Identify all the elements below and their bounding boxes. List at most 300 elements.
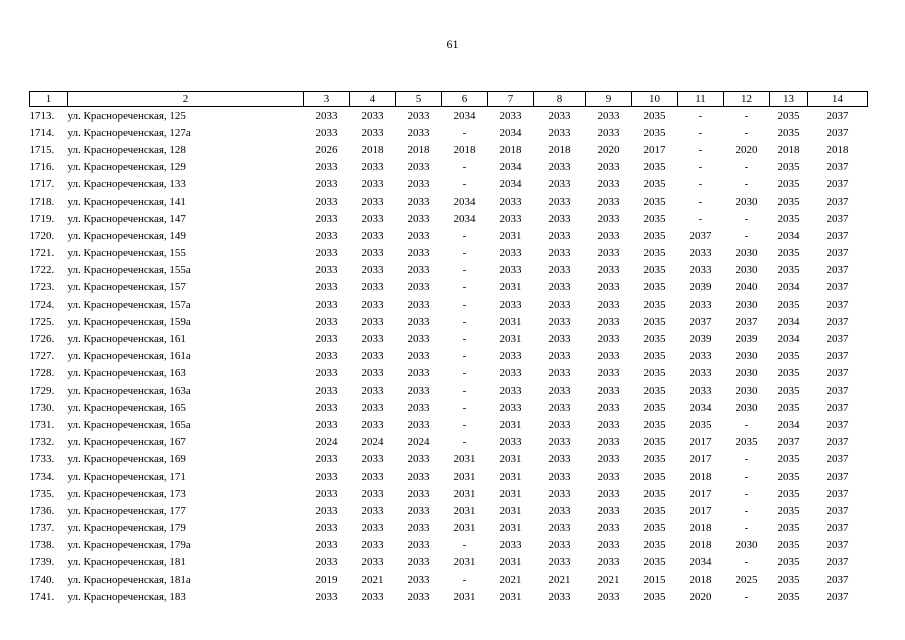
year-cell: 2035 [777, 195, 800, 208]
year-cell: 2018 [689, 522, 712, 535]
year-cell: 2017 [643, 143, 666, 156]
year-cell: 2033 [361, 367, 384, 380]
year-cell: 2018 [826, 143, 849, 156]
year-cell: 2020 [597, 143, 620, 156]
year-cell: 2033 [689, 367, 712, 380]
year-cell: 2035 [777, 453, 800, 466]
year-cell: 2033 [548, 350, 571, 363]
year-cell: 2033 [361, 247, 384, 260]
year-cell: 2037 [826, 436, 849, 449]
year-cell: 2037 [826, 229, 849, 242]
year-cell: 2037 [826, 281, 849, 294]
year-cell: 2033 [548, 522, 571, 535]
year-cell: 2033 [407, 384, 430, 397]
year-cell: 2033 [597, 418, 620, 431]
year-cell: 2017 [689, 504, 712, 517]
year-cell: 2033 [499, 298, 522, 311]
year-cell: 2033 [499, 539, 522, 552]
year-cell: 2033 [361, 453, 384, 466]
address-cell: ул. Краснореченская, 157 [67, 281, 186, 294]
year-cell: 2030 [735, 367, 758, 380]
table-row [30, 193, 868, 210]
year-cell: 2033 [597, 556, 620, 569]
year-cell: - [744, 453, 749, 466]
year-cell: 2021 [361, 573, 384, 586]
year-cell: 2033 [597, 470, 620, 483]
year-cell: 2030 [735, 539, 758, 552]
year-cell: 2034 [453, 195, 476, 208]
year-cell: 2035 [643, 229, 666, 242]
year-cell: 2035 [643, 350, 666, 363]
table-row [30, 434, 868, 451]
year-cell: 2035 [777, 350, 800, 363]
table-row [30, 416, 868, 433]
year-cell: 2025 [735, 573, 758, 586]
year-cell: 2033 [361, 333, 384, 346]
year-cell: 2018 [548, 143, 571, 156]
year-cell: - [462, 298, 467, 311]
year-cell: 2035 [643, 315, 666, 328]
year-cell: 2026 [315, 143, 338, 156]
year-cell: 2033 [315, 247, 338, 260]
row-number-cell: 1723. [29, 281, 55, 294]
address-cell: ул. Краснореченская, 163 [67, 367, 186, 380]
year-cell: 2031 [453, 453, 476, 466]
table-row [30, 554, 868, 571]
row-number-cell: 1714. [29, 126, 55, 139]
year-cell: 2033 [315, 504, 338, 517]
table-row [30, 262, 868, 279]
year-cell: 2033 [597, 315, 620, 328]
table-row [30, 365, 868, 382]
year-cell: 2031 [453, 522, 476, 535]
address-cell: ул. Краснореченская, 161а [67, 350, 191, 363]
year-cell: - [744, 178, 749, 191]
year-cell: 2031 [499, 487, 522, 500]
year-cell: 2033 [361, 281, 384, 294]
year-cell: 2039 [735, 333, 758, 346]
column-header: 5 [396, 92, 442, 107]
year-cell: 2033 [597, 298, 620, 311]
year-cell: 2019 [315, 573, 338, 586]
year-cell: - [462, 539, 467, 552]
row-number-cell: 1736. [29, 504, 55, 517]
year-cell: 2035 [643, 401, 666, 414]
row-number-cell: 1735. [29, 487, 55, 500]
year-cell: 2030 [735, 247, 758, 260]
year-cell: 2033 [361, 556, 384, 569]
year-cell: 2031 [499, 470, 522, 483]
year-cell: 2033 [597, 453, 620, 466]
year-cell: 2033 [548, 504, 571, 517]
year-cell: 2037 [826, 264, 849, 277]
year-cell: 2031 [499, 590, 522, 603]
year-cell: 2021 [597, 573, 620, 586]
year-cell: - [462, 281, 467, 294]
year-cell: 2033 [548, 212, 571, 225]
year-cell: 2033 [407, 504, 430, 517]
year-cell: 2033 [407, 333, 430, 346]
year-cell: 2033 [315, 229, 338, 242]
year-cell: 2034 [777, 229, 800, 242]
year-cell: - [462, 247, 467, 260]
year-cell: 2033 [597, 504, 620, 517]
year-cell: 2017 [689, 436, 712, 449]
year-cell: 2034 [777, 418, 800, 431]
row-number-cell: 1725. [29, 315, 55, 328]
year-cell: 2035 [643, 126, 666, 139]
year-cell: 2035 [777, 590, 800, 603]
year-cell: 2034 [453, 212, 476, 225]
year-cell: 2024 [315, 436, 338, 449]
year-cell: 2033 [597, 333, 620, 346]
year-cell: 2018 [407, 143, 430, 156]
year-cell: - [744, 212, 749, 225]
year-cell: 2035 [643, 367, 666, 380]
address-cell: ул. Краснореченская, 129 [67, 161, 186, 174]
year-cell: 2033 [361, 470, 384, 483]
column-header: 9 [586, 92, 632, 107]
year-cell: - [462, 401, 467, 414]
row-number-cell: 1740. [29, 573, 55, 586]
year-cell: - [744, 470, 749, 483]
year-cell: 2037 [826, 195, 849, 208]
year-cell: 2035 [643, 109, 666, 122]
table-row [30, 571, 868, 588]
year-cell: 2035 [643, 161, 666, 174]
year-cell: 2033 [407, 573, 430, 586]
table-row [30, 451, 868, 468]
year-cell: 2033 [689, 298, 712, 311]
year-cell: 2035 [777, 247, 800, 260]
year-cell: 2033 [499, 350, 522, 363]
year-cell: - [462, 384, 467, 397]
year-cell: 2033 [597, 401, 620, 414]
year-cell: 2033 [407, 315, 430, 328]
year-cell: 2033 [597, 367, 620, 380]
year-cell: 2035 [643, 418, 666, 431]
year-cell: 2020 [735, 143, 758, 156]
table-row [30, 520, 868, 537]
year-cell: 2033 [407, 590, 430, 603]
column-header: 14 [808, 92, 868, 107]
year-cell: 2031 [499, 504, 522, 517]
year-cell: 2033 [597, 212, 620, 225]
year-cell: 2033 [548, 298, 571, 311]
year-cell: 2033 [597, 436, 620, 449]
row-number-cell: 1717. [29, 178, 55, 191]
year-cell: 2033 [407, 453, 430, 466]
year-cell: 2037 [826, 298, 849, 311]
year-cell: 2037 [826, 126, 849, 139]
year-cell: 2033 [361, 126, 384, 139]
table-row [30, 107, 868, 125]
year-cell: 2033 [315, 264, 338, 277]
year-cell: 2017 [689, 487, 712, 500]
table-row [30, 348, 868, 365]
year-cell: - [462, 367, 467, 380]
year-cell: - [462, 264, 467, 277]
year-cell: - [462, 315, 467, 328]
year-cell: 2037 [826, 109, 849, 122]
year-cell: 2035 [777, 487, 800, 500]
registry-table [29, 91, 868, 605]
year-cell: 2037 [735, 315, 758, 328]
row-number-cell: 1737. [29, 522, 55, 535]
column-header: 11 [678, 92, 724, 107]
year-cell: 2033 [315, 487, 338, 500]
year-cell: 2037 [826, 367, 849, 380]
year-cell: 2033 [361, 418, 384, 431]
year-cell: 2033 [499, 367, 522, 380]
year-cell: 2033 [548, 487, 571, 500]
year-cell: 2034 [499, 178, 522, 191]
year-cell: 2033 [548, 453, 571, 466]
year-cell: 2033 [407, 298, 430, 311]
year-cell: 2037 [826, 539, 849, 552]
address-cell: ул. Краснореченская, 179а [67, 539, 191, 552]
address-cell: ул. Краснореченская, 165 [67, 401, 186, 414]
year-cell: 2033 [597, 126, 620, 139]
year-cell: 2037 [826, 161, 849, 174]
address-cell: ул. Краснореченская, 157а [67, 298, 191, 311]
year-cell: - [744, 590, 749, 603]
year-cell: 2033 [407, 350, 430, 363]
year-cell: 2035 [643, 470, 666, 483]
year-cell: 2034 [499, 126, 522, 139]
year-cell: 2031 [453, 590, 476, 603]
table-body [30, 107, 868, 606]
year-cell: 2033 [548, 281, 571, 294]
row-number-cell: 1713. [29, 109, 55, 122]
row-number-cell: 1732. [29, 436, 55, 449]
year-cell: 2033 [689, 247, 712, 260]
year-cell: 2031 [499, 522, 522, 535]
table-row [30, 245, 868, 262]
year-cell: 2033 [315, 126, 338, 139]
row-number-cell: 1733. [29, 453, 55, 466]
year-cell: 2033 [548, 178, 571, 191]
year-cell: - [462, 126, 467, 139]
year-cell: 2030 [735, 195, 758, 208]
year-cell: 2033 [315, 161, 338, 174]
year-cell: 2031 [499, 229, 522, 242]
year-cell: 2021 [548, 573, 571, 586]
year-cell: 2035 [643, 504, 666, 517]
year-cell: 2035 [643, 384, 666, 397]
year-cell: 2037 [826, 212, 849, 225]
year-cell: 2033 [315, 453, 338, 466]
year-cell: 2018 [361, 143, 384, 156]
column-header: 12 [724, 92, 770, 107]
table-row [30, 399, 868, 416]
year-cell: 2035 [643, 178, 666, 191]
year-cell: 2033 [315, 298, 338, 311]
year-cell: 2033 [499, 401, 522, 414]
year-cell: 2033 [361, 487, 384, 500]
column-header: 2 [68, 92, 304, 107]
year-cell: 2037 [689, 315, 712, 328]
page-number: 61 [446, 37, 459, 51]
year-cell: 2033 [407, 281, 430, 294]
year-cell: 2033 [499, 264, 522, 277]
year-cell: 2018 [777, 143, 800, 156]
year-cell: 2033 [548, 195, 571, 208]
year-cell: 2033 [361, 539, 384, 552]
row-number-cell: 1738. [29, 539, 55, 552]
year-cell: 2033 [407, 161, 430, 174]
year-cell: 2033 [499, 247, 522, 260]
row-number-cell: 1728. [29, 367, 55, 380]
year-cell: 2035 [643, 212, 666, 225]
address-cell: ул. Краснореченская, 128 [67, 143, 186, 156]
year-cell: - [462, 161, 467, 174]
address-cell: ул. Краснореченская, 127а [67, 126, 191, 139]
row-number-cell: 1720. [29, 229, 55, 242]
year-cell: 2033 [315, 178, 338, 191]
year-cell: 2024 [407, 436, 430, 449]
year-cell: 2033 [315, 418, 338, 431]
year-cell: - [744, 504, 749, 517]
year-cell: 2035 [643, 556, 666, 569]
year-cell: 2037 [826, 350, 849, 363]
year-cell: 2035 [643, 522, 666, 535]
address-cell: ул. Краснореченская, 125 [67, 109, 186, 122]
year-cell: - [698, 212, 703, 225]
year-cell: 2034 [777, 315, 800, 328]
year-cell: 2037 [826, 333, 849, 346]
column-header: 3 [304, 92, 350, 107]
row-number-cell: 1730. [29, 401, 55, 414]
year-cell: 2035 [777, 298, 800, 311]
year-cell: 2035 [777, 212, 800, 225]
table-row [30, 588, 868, 605]
year-cell: 2033 [548, 384, 571, 397]
year-cell: 2033 [407, 556, 430, 569]
year-cell: 2037 [826, 470, 849, 483]
year-cell: 2033 [315, 195, 338, 208]
year-cell: 2035 [643, 539, 666, 552]
year-cell: 2033 [407, 212, 430, 225]
year-cell: 2033 [597, 487, 620, 500]
year-cell: 2033 [548, 264, 571, 277]
year-cell: 2037 [826, 178, 849, 191]
year-cell: 2033 [407, 401, 430, 414]
year-cell: 2035 [643, 590, 666, 603]
year-cell: 2033 [361, 350, 384, 363]
address-cell: ул. Краснореченская, 159а [67, 315, 191, 328]
year-cell: - [744, 126, 749, 139]
year-cell: - [462, 436, 467, 449]
year-cell: 2033 [597, 178, 620, 191]
year-cell: 2033 [315, 384, 338, 397]
year-cell: 2033 [315, 109, 338, 122]
year-cell: - [462, 573, 467, 586]
year-cell: 2035 [643, 281, 666, 294]
year-cell: 2037 [826, 247, 849, 260]
year-cell: 2035 [777, 264, 800, 277]
year-cell: - [462, 350, 467, 363]
year-cell: 2033 [548, 556, 571, 569]
year-cell: 2035 [643, 333, 666, 346]
year-cell: - [744, 556, 749, 569]
year-cell: 2021 [499, 573, 522, 586]
year-cell: 2018 [689, 573, 712, 586]
table-row [30, 313, 868, 330]
year-cell: 2030 [735, 298, 758, 311]
table-row [30, 537, 868, 554]
row-number-cell: 1741. [29, 590, 55, 603]
year-cell: 2033 [407, 539, 430, 552]
row-number-cell: 1739. [29, 556, 55, 569]
year-cell: 2033 [361, 504, 384, 517]
year-cell: 2037 [689, 229, 712, 242]
year-cell: 2033 [597, 590, 620, 603]
year-cell: 2033 [361, 212, 384, 225]
year-cell: 2033 [548, 247, 571, 260]
year-cell: 2034 [689, 401, 712, 414]
year-cell: 2033 [548, 333, 571, 346]
year-cell: 2033 [361, 315, 384, 328]
table-row [30, 485, 868, 502]
year-cell: 2033 [407, 470, 430, 483]
address-cell: ул. Краснореченская, 147 [67, 212, 186, 225]
year-cell: 2037 [777, 436, 800, 449]
year-cell: 2031 [499, 453, 522, 466]
year-cell: 2035 [689, 418, 712, 431]
year-cell: 2033 [315, 539, 338, 552]
year-cell: 2033 [407, 178, 430, 191]
year-cell: 2033 [315, 470, 338, 483]
year-cell: 2031 [453, 470, 476, 483]
year-cell: 2033 [315, 401, 338, 414]
year-cell: 2033 [548, 161, 571, 174]
year-cell: 2033 [597, 350, 620, 363]
year-cell: 2034 [453, 109, 476, 122]
year-cell: 2033 [597, 522, 620, 535]
year-cell: 2033 [407, 487, 430, 500]
table-row [30, 279, 868, 296]
year-cell: 2033 [597, 384, 620, 397]
year-cell: 2030 [735, 264, 758, 277]
year-cell: 2033 [361, 298, 384, 311]
address-cell: ул. Краснореченская, 181а [67, 573, 191, 586]
year-cell: 2035 [643, 195, 666, 208]
table-row [30, 176, 868, 193]
year-cell: 2030 [735, 401, 758, 414]
year-cell: 2033 [689, 264, 712, 277]
address-cell: ул. Краснореченская, 171 [67, 470, 186, 483]
year-cell: 2035 [777, 384, 800, 397]
year-cell: - [698, 195, 703, 208]
year-cell: 2034 [777, 333, 800, 346]
table-row [30, 159, 868, 176]
year-cell: 2033 [548, 401, 571, 414]
year-cell: 2034 [499, 161, 522, 174]
year-cell: - [744, 229, 749, 242]
year-cell: 2037 [826, 556, 849, 569]
year-cell: 2015 [643, 573, 666, 586]
year-cell: 2030 [735, 350, 758, 363]
column-header: 10 [632, 92, 678, 107]
year-cell: 2037 [826, 487, 849, 500]
year-cell: 2035 [643, 298, 666, 311]
year-cell: 2031 [453, 487, 476, 500]
year-cell: 2035 [777, 504, 800, 517]
year-cell: 2033 [499, 195, 522, 208]
year-cell: - [698, 126, 703, 139]
row-number-cell: 1724. [29, 298, 55, 311]
